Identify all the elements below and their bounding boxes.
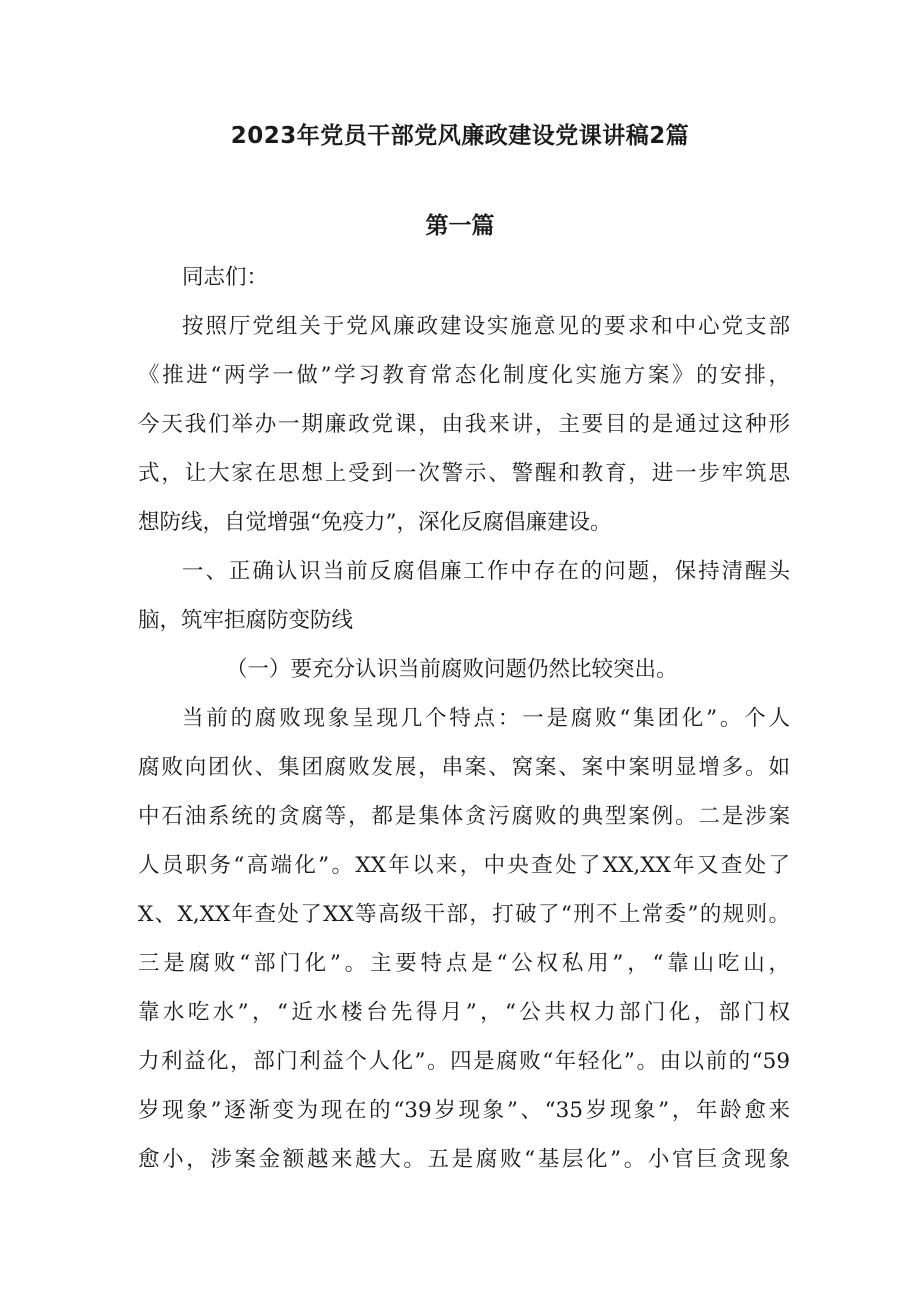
paragraph-line: 力利益化，部门利益个人化”。四是腐败“年轻化”。由以前的“59 xyxy=(138,1049,790,1074)
paragraph-line: 按照厅党组关于党风廉政建设实施意见的要求和中心党支部 xyxy=(182,314,790,339)
paragraph-line: 人员职务“高端化”。XX年以来，中央查处了XX,XX年又查处了 xyxy=(138,853,790,878)
heading-line: 脑，筑牢拒腐防变防线 xyxy=(138,608,354,633)
heading-line: 一、正确认识当前反腐倡廉工作中存在的问题，保持清醒头 xyxy=(182,559,790,584)
paragraph-line: 腐败向团伙、集团腐败发展，串案、窝案、案中案明显增多。如 xyxy=(138,755,790,780)
subheading-line: （一）要充分认识当前腐败问题仍然比较突出。 xyxy=(226,657,678,682)
paragraph-line: 中石油系统的贪腐等，都是集体贪污腐败的典型案例。二是涉案 xyxy=(138,804,790,829)
paragraph-line: 今天我们举办一期廉政党课，由我来讲，主要目的是通过这种形 xyxy=(138,412,790,437)
paragraph-line: 《推进“两学一做”学习教育常态化制度化实施方案》的安排， xyxy=(138,363,790,388)
paragraph-line: 式，让大家在思想上受到一次警示、警醒和教育，进一步牢筑思 xyxy=(138,461,790,486)
paragraph-line: 想防线，自觉增强“免疫力”，深化反腐倡廉建设。 xyxy=(138,510,612,535)
paragraph-line: 靠水吃水”，“近水楼台先得月”，“公共权力部门化，部门权 xyxy=(138,1000,790,1025)
paragraph-line: 当前的腐败现象呈现几个特点：一是腐败“集团化”。个人 xyxy=(182,706,790,731)
document-title: 2023年党员干部党风廉政建设党课讲稿2篇 xyxy=(230,123,690,149)
salutation: 同志们： xyxy=(182,265,269,290)
paragraph-line: X、X,XX年查处了XX等高级干部，打破了“刑不上常委”的规则。 xyxy=(138,902,790,927)
paragraph-line: 岁现象”逐渐变为现在的“39岁现象”、“35岁现象”，年龄愈来 xyxy=(138,1098,790,1123)
paragraph-line: 三是腐败“部门化”。主要特点是“公权私用”，“靠山吃山， xyxy=(138,951,790,976)
section-heading: 第一篇 xyxy=(425,213,495,239)
paragraph-line: 愈小，涉案金额越来越大。五是腐败“基层化”。小官巨贪现象 xyxy=(138,1147,790,1172)
